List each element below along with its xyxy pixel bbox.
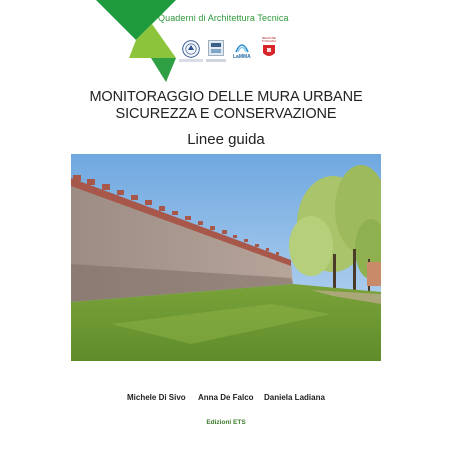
- author-2: Anna De Falco: [198, 393, 254, 402]
- city-walls-photo: [71, 154, 381, 361]
- subtitle: Linee guida: [187, 131, 265, 148]
- series-title: Quaderni di Architettura Tecnica: [158, 13, 289, 23]
- author-3: Daniela Ladiana: [264, 393, 325, 402]
- author-1: Michele Di Sivo: [127, 393, 186, 402]
- department-logo: [208, 40, 224, 56]
- distant-building: [367, 262, 381, 286]
- title-line-1: MONITORAGGIO DELLE MURA URBANE: [89, 89, 363, 105]
- title-block: [0, 89, 452, 148]
- regione-toscana-logo: [262, 41, 276, 59]
- title-line-2: SICUREZZA E CONSERVAZIONE: [115, 105, 337, 122]
- department-caption: [206, 59, 226, 62]
- university-seal-logo: [182, 40, 200, 58]
- institutional-logos: [0, 37, 452, 67]
- lamma-label: LaMMA: [233, 54, 251, 60]
- university-caption: [179, 59, 203, 62]
- publisher: Edizioni ETS: [206, 419, 246, 426]
- lamma-logo-icon: [234, 40, 250, 54]
- regione-toscana-label: REGIONE TOSCANA: [261, 36, 277, 43]
